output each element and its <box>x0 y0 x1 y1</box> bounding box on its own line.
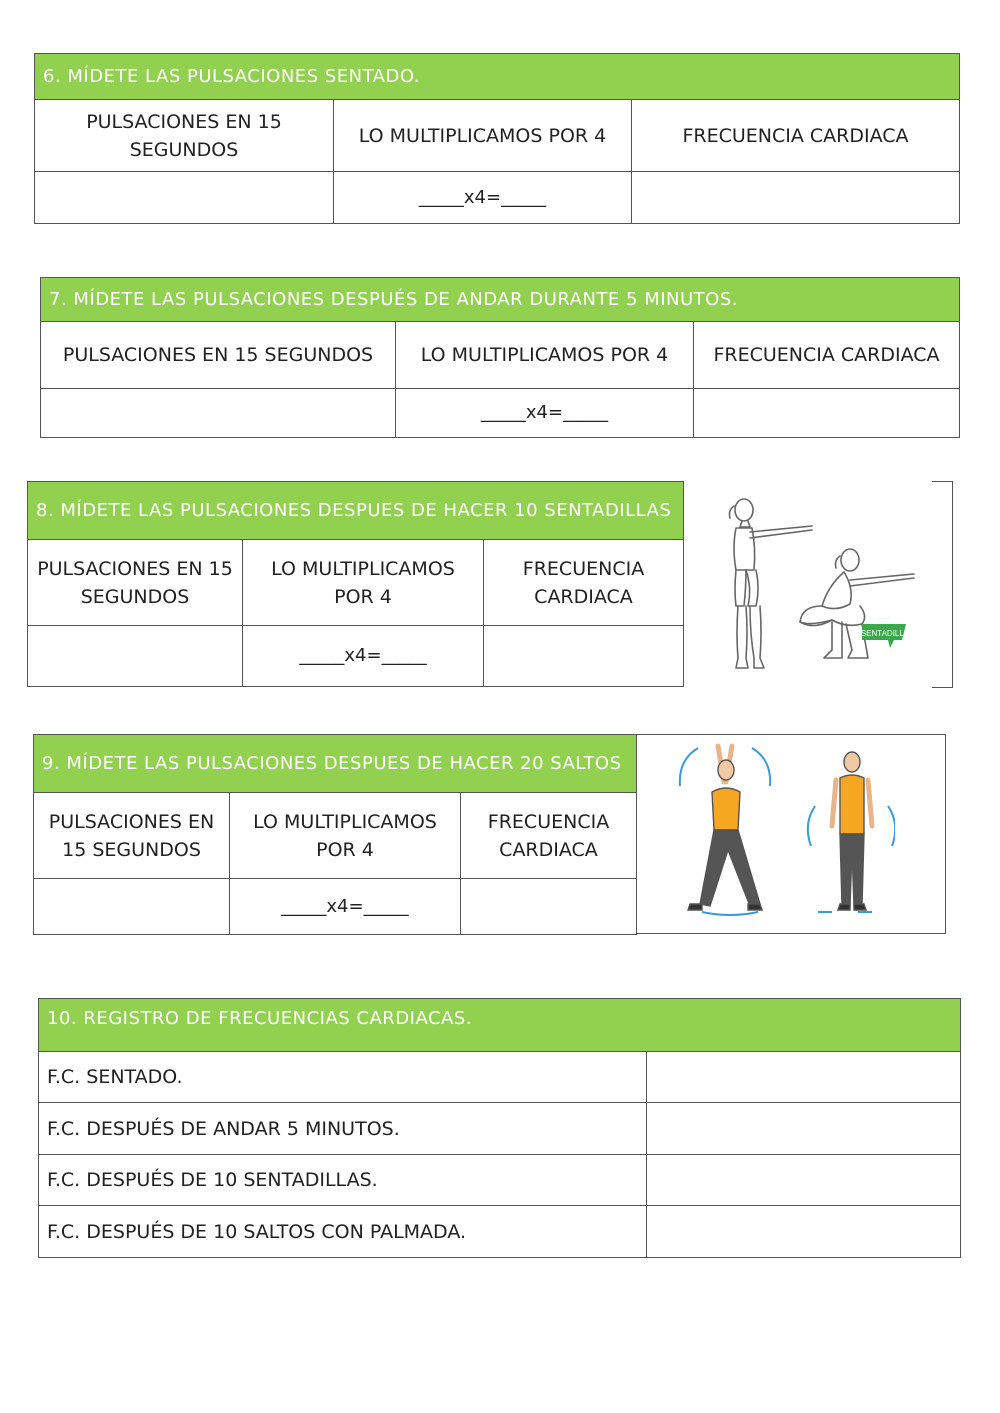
section-9-table <box>33 734 637 935</box>
formula-cell[interactable]: _____x4=_____ <box>396 389 694 438</box>
section-7 <box>40 277 960 438</box>
svg-text:· · · · ·: · · · · · <box>878 616 890 621</box>
formula-cell[interactable]: _____x4=_____ <box>334 172 632 224</box>
registry-row-input[interactable] <box>647 1206 961 1258</box>
section-9 <box>33 734 637 935</box>
registry-row-label: F.C. DESPUÉS DE ANDAR 5 MINUTOS. <box>39 1103 647 1155</box>
section-7-title: 7. MÍDETE LAS PULSACIONES DESPUÉS DE ANDAR DURANTE 5 MINUTOS. <box>41 278 960 322</box>
col-frecuencia-header: FRECUENCIA CARDIACA <box>484 540 684 626</box>
formula-cell[interactable]: _____x4=_____ <box>243 626 484 687</box>
frecuencia-input-cell[interactable] <box>461 879 637 935</box>
col-multiplicamos-header: LO MULTIPLICAMOS POR 4 <box>243 540 484 626</box>
registry-table <box>38 998 961 1258</box>
registry-row-input[interactable] <box>647 1103 961 1155</box>
registry-row-input[interactable] <box>647 1155 961 1206</box>
registry-row-label: F.C. DESPUÉS DE 10 SENTADILLAS. <box>39 1155 647 1206</box>
frecuencia-input-cell[interactable] <box>632 172 960 224</box>
section-8-title: 8. MÍDETE LAS PULSACIONES DESPUES DE HACER 10 SENTADILLAS <box>28 482 684 540</box>
pulsaciones-input-cell[interactable] <box>28 626 243 687</box>
jumping-jack-illustration-icon <box>640 736 895 930</box>
frecuencia-input-cell[interactable] <box>694 389 960 438</box>
pulsaciones-input-cell[interactable] <box>35 172 334 224</box>
col-pulsaciones-header: PULSACIONES EN 15 SEGUNDOS <box>34 793 230 879</box>
squat-caption: SENTADILLA <box>860 629 910 638</box>
section-6-table <box>34 53 960 224</box>
pulsaciones-input-cell[interactable] <box>34 879 230 935</box>
section-6-title: 6. MÍDETE LAS PULSACIONES SENTADO. <box>35 54 960 100</box>
col-multiplicamos-header: LO MULTIPLICAMOS POR 4 <box>396 322 694 389</box>
section-10 <box>38 998 961 1258</box>
registry-row-label: F.C. DESPUÉS DE 10 SALTOS CON PALMADA. <box>39 1206 647 1258</box>
registry-row-label: F.C. SENTADO. <box>39 1052 647 1103</box>
col-frecuencia-header: FRECUENCIA CARDIACA <box>632 100 960 172</box>
section-9-title: 9. MÍDETE LAS PULSACIONES DESPUES DE HACER 20 SALTOS <box>34 735 637 793</box>
figure-bracket-8 <box>932 481 953 688</box>
col-pulsaciones-header: PULSACIONES EN 15 SEGUNDOS <box>41 322 396 389</box>
formula-cell[interactable]: _____x4=_____ <box>230 879 461 935</box>
section-6 <box>34 53 960 224</box>
jump-figure <box>640 736 895 930</box>
col-multiplicamos-header: LO MULTIPLICAMOS POR 4 <box>230 793 461 879</box>
section-7-table <box>40 277 960 438</box>
col-frecuencia-header: FRECUENCIA CARDIACA <box>461 793 637 879</box>
col-pulsaciones-header: PULSACIONES EN 15 SEGUNDOS <box>28 540 243 626</box>
registry-title: 10. REGISTRO DE FRECUENCIAS CARDIACAS. <box>39 999 961 1052</box>
squat-figure <box>700 488 930 684</box>
col-frecuencia-header: FRECUENCIA CARDIACA <box>694 322 960 389</box>
frecuencia-input-cell[interactable] <box>484 626 684 687</box>
section-8-table <box>27 481 684 687</box>
section-8 <box>27 481 684 687</box>
registry-row-input[interactable] <box>647 1052 961 1103</box>
col-pulsaciones-header: PULSACIONES EN 15 SEGUNDOS <box>35 100 334 172</box>
pulsaciones-input-cell[interactable] <box>41 389 396 438</box>
col-multiplicamos-header: LO MULTIPLICAMOS POR 4 <box>334 100 632 172</box>
squat-illustration-icon <box>700 488 930 684</box>
